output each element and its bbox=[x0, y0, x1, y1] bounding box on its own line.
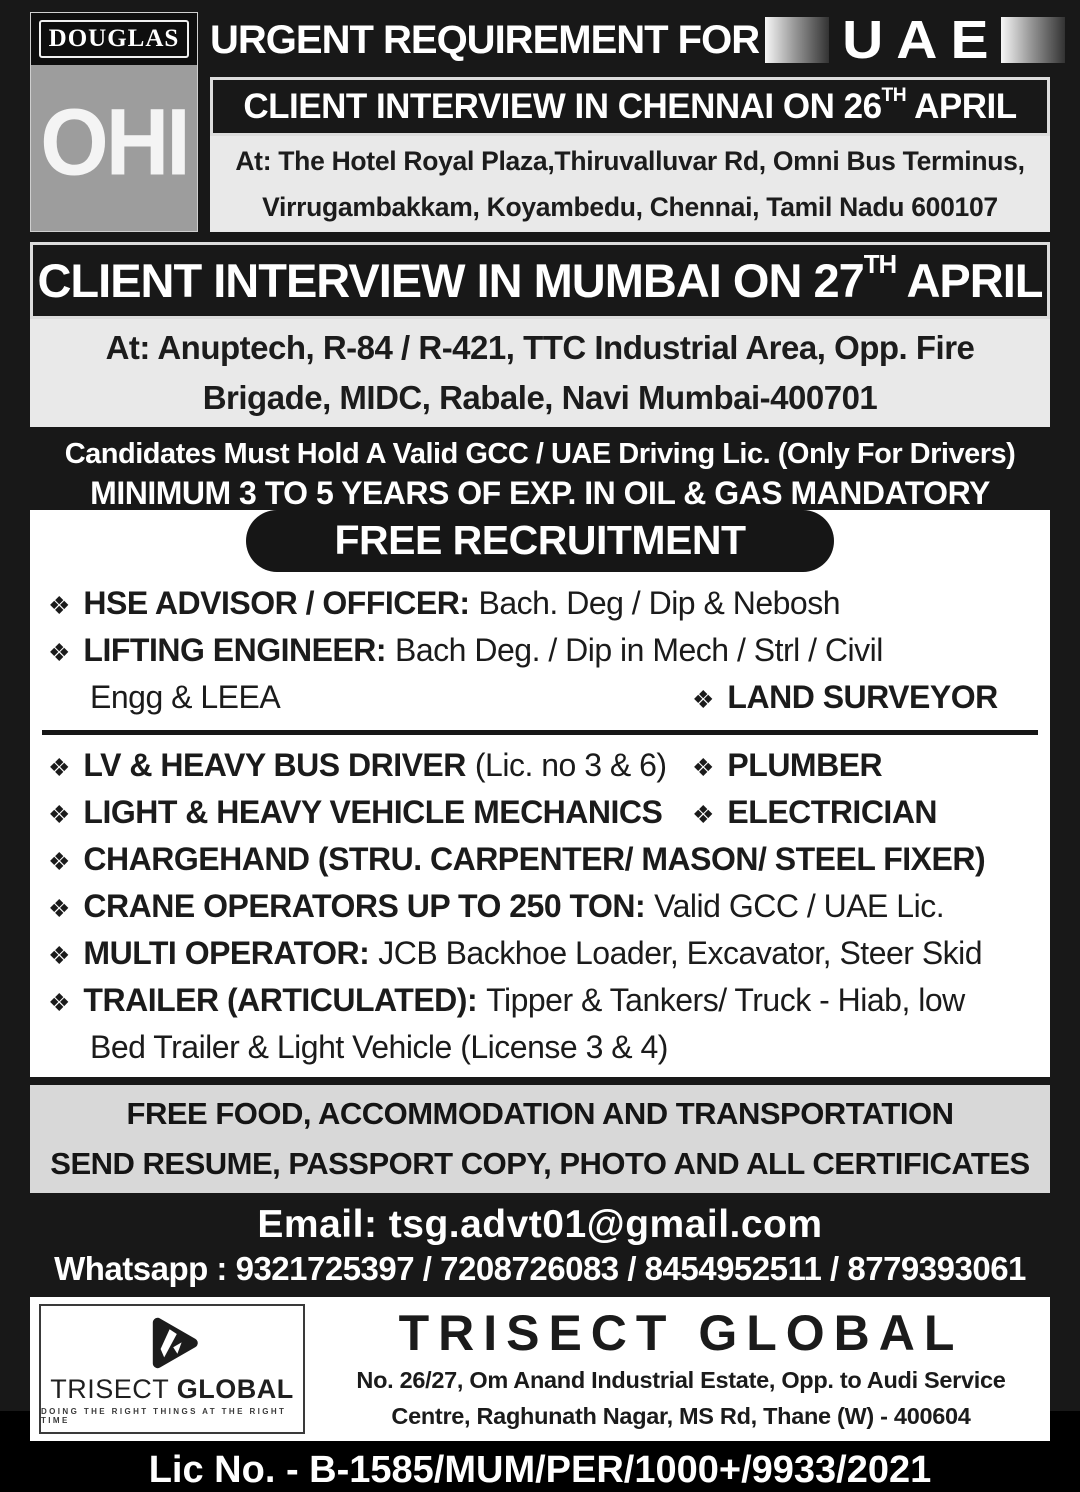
free-recruitment-banner: FREE RECRUITMENT bbox=[246, 510, 833, 572]
job-vehicle-mechanics bbox=[48, 790, 692, 837]
job-land-surveyor bbox=[692, 675, 1032, 722]
job-detail: Bach. Deg / Dip & Nebosh bbox=[478, 585, 841, 621]
mumbai-title-tail: APRIL bbox=[896, 254, 1043, 307]
job-detail: Tipper & Tankers/ Truck - Hiab, low bbox=[486, 982, 965, 1018]
job-detail: JCB Backhoe Loader, Excavator, Steer Skid bbox=[378, 935, 983, 971]
job-title: LIFTING ENGINEER: bbox=[83, 632, 387, 668]
ohi-logo-text: OHI bbox=[40, 88, 188, 195]
gradient-flag-right-icon bbox=[1001, 17, 1065, 63]
diamond-bullet-icon: ❖ bbox=[692, 686, 715, 714]
gradient-flag-left-icon bbox=[765, 17, 829, 63]
country-label: UAE bbox=[842, 9, 1002, 71]
job-bus-driver-row bbox=[48, 743, 1032, 790]
masthead bbox=[30, 9, 1050, 232]
vacancies-panel bbox=[30, 510, 1050, 1077]
job-lifting-engineer-wrap bbox=[48, 675, 1032, 722]
diamond-bullet-icon: ❖ bbox=[48, 989, 71, 1017]
job-multi-operator bbox=[48, 931, 1032, 978]
job-bus-driver bbox=[48, 743, 692, 790]
benefits-line2: SEND RESUME, PASSPORT COPY, PHOTO AND ALL CERTIFICATES bbox=[50, 1146, 1030, 1181]
douglas-logo-text: DOUGLAS bbox=[39, 20, 189, 58]
requirement-license-note: Candidates Must Hold A Valid GCC / UAE Driving Lic. (Only For Drivers) bbox=[64, 438, 1016, 470]
chennai-address-line2: Virrugambakkam, Koyambedu, Chennai, Tamil Nadu 600107 bbox=[262, 192, 998, 222]
chennai-address-line1: At: The Hotel Royal Plaza,Thiruvalluvar Rd, Omni Bus Terminus, bbox=[235, 146, 1025, 176]
urgent-banner bbox=[210, 9, 1050, 71]
job-title: PLUMBER bbox=[727, 747, 883, 783]
job-detail-continued: Engg & LEEA bbox=[90, 679, 281, 715]
diamond-bullet-icon: ❖ bbox=[48, 895, 71, 923]
diamond-bullet-icon: ❖ bbox=[48, 754, 71, 782]
agency-address bbox=[321, 1362, 1041, 1434]
diamond-bullet-icon: ❖ bbox=[48, 639, 71, 667]
job-plumber bbox=[692, 743, 1032, 790]
job-lifting-engineer bbox=[48, 628, 1032, 675]
section-divider bbox=[42, 730, 1038, 735]
trisect-logo-icon bbox=[142, 1313, 202, 1373]
job-detail-continued: Bed Trailer & Light Vehicle (License 3 & 4) bbox=[90, 1029, 668, 1065]
job-title: CHARGEHAND (STRU. CARPENTER/ MASON/ STEEL FIXER) bbox=[83, 841, 986, 877]
job-title: HSE ADVISOR / OFFICER: bbox=[83, 585, 470, 621]
job-title: LAND SURVEYOR bbox=[727, 679, 998, 715]
diamond-bullet-icon: ❖ bbox=[48, 592, 71, 620]
mumbai-address-line2: Brigade, MIDC, Rabale, Navi Mumbai-400701 bbox=[202, 379, 878, 416]
agency-details bbox=[321, 1304, 1041, 1434]
agency-footer bbox=[30, 1297, 1050, 1441]
benefits-bar bbox=[30, 1085, 1050, 1193]
chennai-title-ordinal: TH bbox=[881, 85, 907, 106]
job-hse-advisor bbox=[48, 581, 1032, 628]
diamond-bullet-icon: ❖ bbox=[48, 848, 71, 876]
agency-logo bbox=[30, 12, 198, 232]
agency-address-line1: No. 26/27, Om Anand Industrial Estate, Opp. to Audi Service bbox=[356, 1367, 1006, 1393]
job-trailer bbox=[48, 978, 1032, 1025]
chennai-title-tail: APRIL bbox=[906, 87, 1017, 126]
diamond-bullet-icon: ❖ bbox=[48, 942, 71, 970]
logo-name-part2: GLOBAL bbox=[176, 1374, 294, 1404]
trisect-logo-box bbox=[39, 1304, 305, 1434]
urgent-label: URGENT REQUIREMENT FOR bbox=[210, 17, 760, 62]
mumbai-title-main: CLIENT INTERVIEW IN MUMBAI ON 27 bbox=[37, 254, 864, 307]
job-electrician bbox=[692, 790, 1032, 837]
job-title: MULTI OPERATOR: bbox=[83, 935, 370, 971]
requirement-experience-note: MINIMUM 3 TO 5 YEARS OF EXP. IN OIL & GAS MANDATORY bbox=[90, 475, 990, 511]
mumbai-interview-title bbox=[30, 242, 1050, 319]
job-crane-operators bbox=[48, 884, 1032, 931]
job-detail: (Lic. no 3 & 6) bbox=[474, 747, 667, 783]
douglas-logo bbox=[31, 13, 197, 65]
trisect-tagline: DOING THE RIGHT THINGS AT THE RIGHT TIME bbox=[41, 1407, 287, 1425]
agency-address-line2: Centre, Raghunath Nagar, MS Rd, Thane (W) - 400604 bbox=[391, 1403, 971, 1429]
job-title: ELECTRICIAN bbox=[727, 794, 938, 830]
mumbai-address-line1: At: Anuptech, R-84 / R-421, TTC Industrial Area, Opp. Fire bbox=[105, 329, 975, 366]
chennai-interview-title bbox=[210, 77, 1050, 136]
masthead-right bbox=[210, 9, 1050, 232]
benefits-line1: FREE FOOD, ACCOMMODATION AND TRANSPORTATION bbox=[126, 1096, 954, 1131]
contact-email: Email: tsg.advt01@gmail.com bbox=[257, 1203, 823, 1246]
diamond-bullet-icon: ❖ bbox=[692, 754, 715, 782]
candidate-requirements bbox=[30, 436, 1050, 513]
chennai-title-main: CLIENT INTERVIEW IN CHENNAI ON 26 bbox=[243, 87, 882, 126]
job-detail: Bach Deg. / Dip in Mech / Strl / Civil bbox=[395, 632, 883, 668]
diamond-bullet-icon: ❖ bbox=[692, 801, 715, 829]
job-chargehand bbox=[48, 837, 1032, 884]
job-vehicle-mechanics-row bbox=[48, 790, 1032, 837]
chennai-interview-address bbox=[210, 136, 1050, 232]
job-title: LV & HEAVY BUS DRIVER bbox=[83, 747, 466, 783]
mumbai-interview-address bbox=[30, 319, 1050, 427]
mumbai-title-ordinal: TH bbox=[863, 251, 897, 279]
job-title: LIGHT & HEAVY VEHICLE MECHANICS bbox=[83, 794, 663, 830]
job-title: CRANE OPERATORS UP TO 250 TON: bbox=[83, 888, 646, 924]
license-number: Lic No. - B-1585/MUM/PER/1000+/9933/2021 bbox=[148, 1449, 932, 1491]
job-detail: Valid GCC / UAE Lic. bbox=[654, 888, 945, 924]
logo-name-part1: TRISECT bbox=[50, 1374, 177, 1404]
contact-whatsapp: Whatsapp : 9321725397 / 7208726083 / 8454952511 / 8779393061 bbox=[54, 1250, 1026, 1287]
agency-name: TRISECT GLOBAL bbox=[398, 1305, 964, 1361]
trisect-logo-name bbox=[50, 1374, 294, 1405]
job-title: TRAILER (ARTICULATED): bbox=[83, 982, 478, 1018]
diamond-bullet-icon: ❖ bbox=[48, 801, 71, 829]
job-trailer-wrap bbox=[48, 1025, 1032, 1069]
